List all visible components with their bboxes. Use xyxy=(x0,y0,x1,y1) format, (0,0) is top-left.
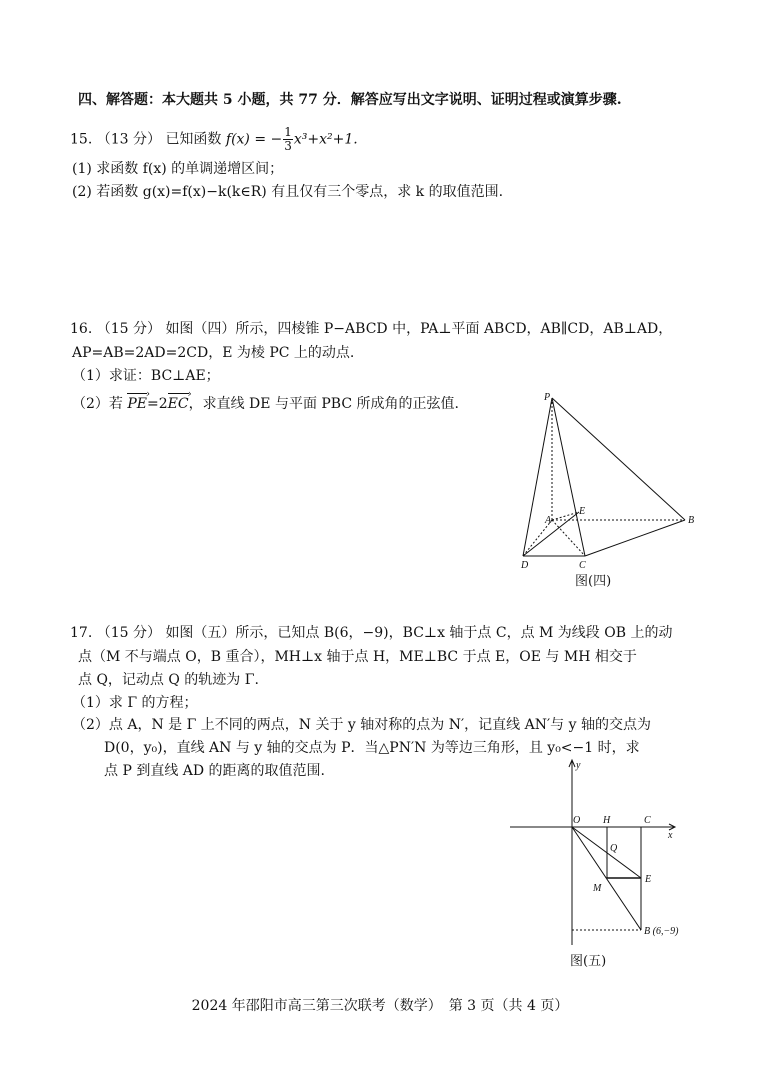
q16-part2-post: ，求直线 DE 与平面 PBC 所成角的正弦值. xyxy=(188,396,459,412)
label-y: y xyxy=(576,760,581,771)
q17-line1-text: 如图（五）所示，已知点 B(6，−9)，BC⊥x 轴于点 C，点 M 为线段 OB 上的动 xyxy=(165,625,673,641)
label-c: C xyxy=(644,815,651,826)
q16-number: 16. xyxy=(70,321,93,337)
label-a: A xyxy=(545,515,552,526)
label-c: C xyxy=(579,560,586,571)
q17-line2: 点（M 不与端点 O，B 重合），MH⊥x 轴于点 H，ME⊥BC 于点 E，OE 与 MH 相交于 xyxy=(78,649,637,665)
section-header: 四、解答题：本大题共 5 小题，共 77 分．解答应写出文字说明、证明过程或演算步骤. xyxy=(78,92,622,108)
segment-ac xyxy=(552,520,585,556)
label-b: B xyxy=(688,515,695,526)
q16-line2: AP=AB=2AD=2CD，E 为棱 PC 上的动点. xyxy=(72,345,355,361)
q15-fraction xyxy=(283,126,293,153)
page-footer: 2024 年邵阳市高三第三次联考（数学） 第 3 页（共 4 页） xyxy=(191,998,569,1014)
q15-f-expr: f(x) = − xyxy=(225,131,283,148)
q16-part1: （1）求证：BC⊥AE； xyxy=(72,368,220,384)
q15-number: 15. xyxy=(70,131,93,148)
figure-5-caption: 图(五) xyxy=(570,954,607,969)
label-q: Q xyxy=(610,843,618,854)
figure-4-pyramid xyxy=(505,388,705,578)
q16-part2 xyxy=(72,395,459,413)
q16-line1 xyxy=(70,320,672,338)
label-h: H xyxy=(603,815,611,826)
q15-part1: (1) 求函数 f(x) 的单调递增区间； xyxy=(72,161,284,177)
q17-part1: （1）求 Γ 的方程； xyxy=(72,695,198,711)
segment-ae xyxy=(552,512,579,520)
q15-stem xyxy=(70,126,358,153)
q15-stem-pre: 已知函数 xyxy=(165,131,222,148)
edge-pd xyxy=(523,398,552,556)
q17-part2-line2: D(0，y₀)，直线 AN 与 y 轴的交点为 P．当△PN′N 为等边三角形，且 y₀<−1 时，求 xyxy=(104,740,640,756)
label-m: M xyxy=(593,883,602,894)
q17-points: （15 分） xyxy=(96,625,161,641)
q15-points: （13 分） xyxy=(96,131,161,148)
vector-ec: EC › xyxy=(168,395,189,413)
label-p: P xyxy=(544,392,551,403)
q17-part2-line3: 点 P 到直线 AD 的距离的取值范围. xyxy=(104,763,326,779)
label-b: B (6,−9) xyxy=(644,926,679,937)
q17-number: 17. xyxy=(70,625,93,641)
q17-line1 xyxy=(70,624,672,642)
q17-line3: 点 Q，记动点 Q 的轨迹为 Γ. xyxy=(78,672,259,688)
q16-part2-mid: =2 xyxy=(147,396,168,412)
label-e: E xyxy=(579,506,586,517)
edge-pc xyxy=(552,398,585,556)
vector-pe: PE › xyxy=(127,395,147,413)
label-x: x xyxy=(668,830,673,841)
edge-pb xyxy=(552,398,685,520)
q16-part2-pre: （2）若 xyxy=(72,396,123,412)
label-e: E xyxy=(645,874,652,885)
q15-f-rest: x³+x²+1. xyxy=(293,131,358,148)
figure-5-diagram xyxy=(505,755,705,950)
edge-cb xyxy=(585,520,685,556)
q17-part2-line1: （2）点 A，N 是 Γ 上不同的两点，N 关于 y 轴对称的点为 N′，记直线 AN′与 y 轴的交点为 xyxy=(72,717,651,733)
q15-frac-num: 1 xyxy=(284,125,292,139)
label-d: D xyxy=(521,560,529,571)
q15-part2: (2) 若函数 g(x)=f(x)−k(k∈R) 有且仅有三个零点，求 k 的取值范围. xyxy=(72,184,504,200)
figure-4-caption: 图(四) xyxy=(575,574,612,589)
q16-line1-text: 如图（四）所示，四棱锥 P−ABCD 中，PA⊥平面 ABCD，AB∥CD，AB⊥AD， xyxy=(165,321,673,337)
label-o: O xyxy=(573,815,581,826)
q16-points: （15 分） xyxy=(96,321,161,337)
q15-frac-den: 3 xyxy=(284,139,292,153)
